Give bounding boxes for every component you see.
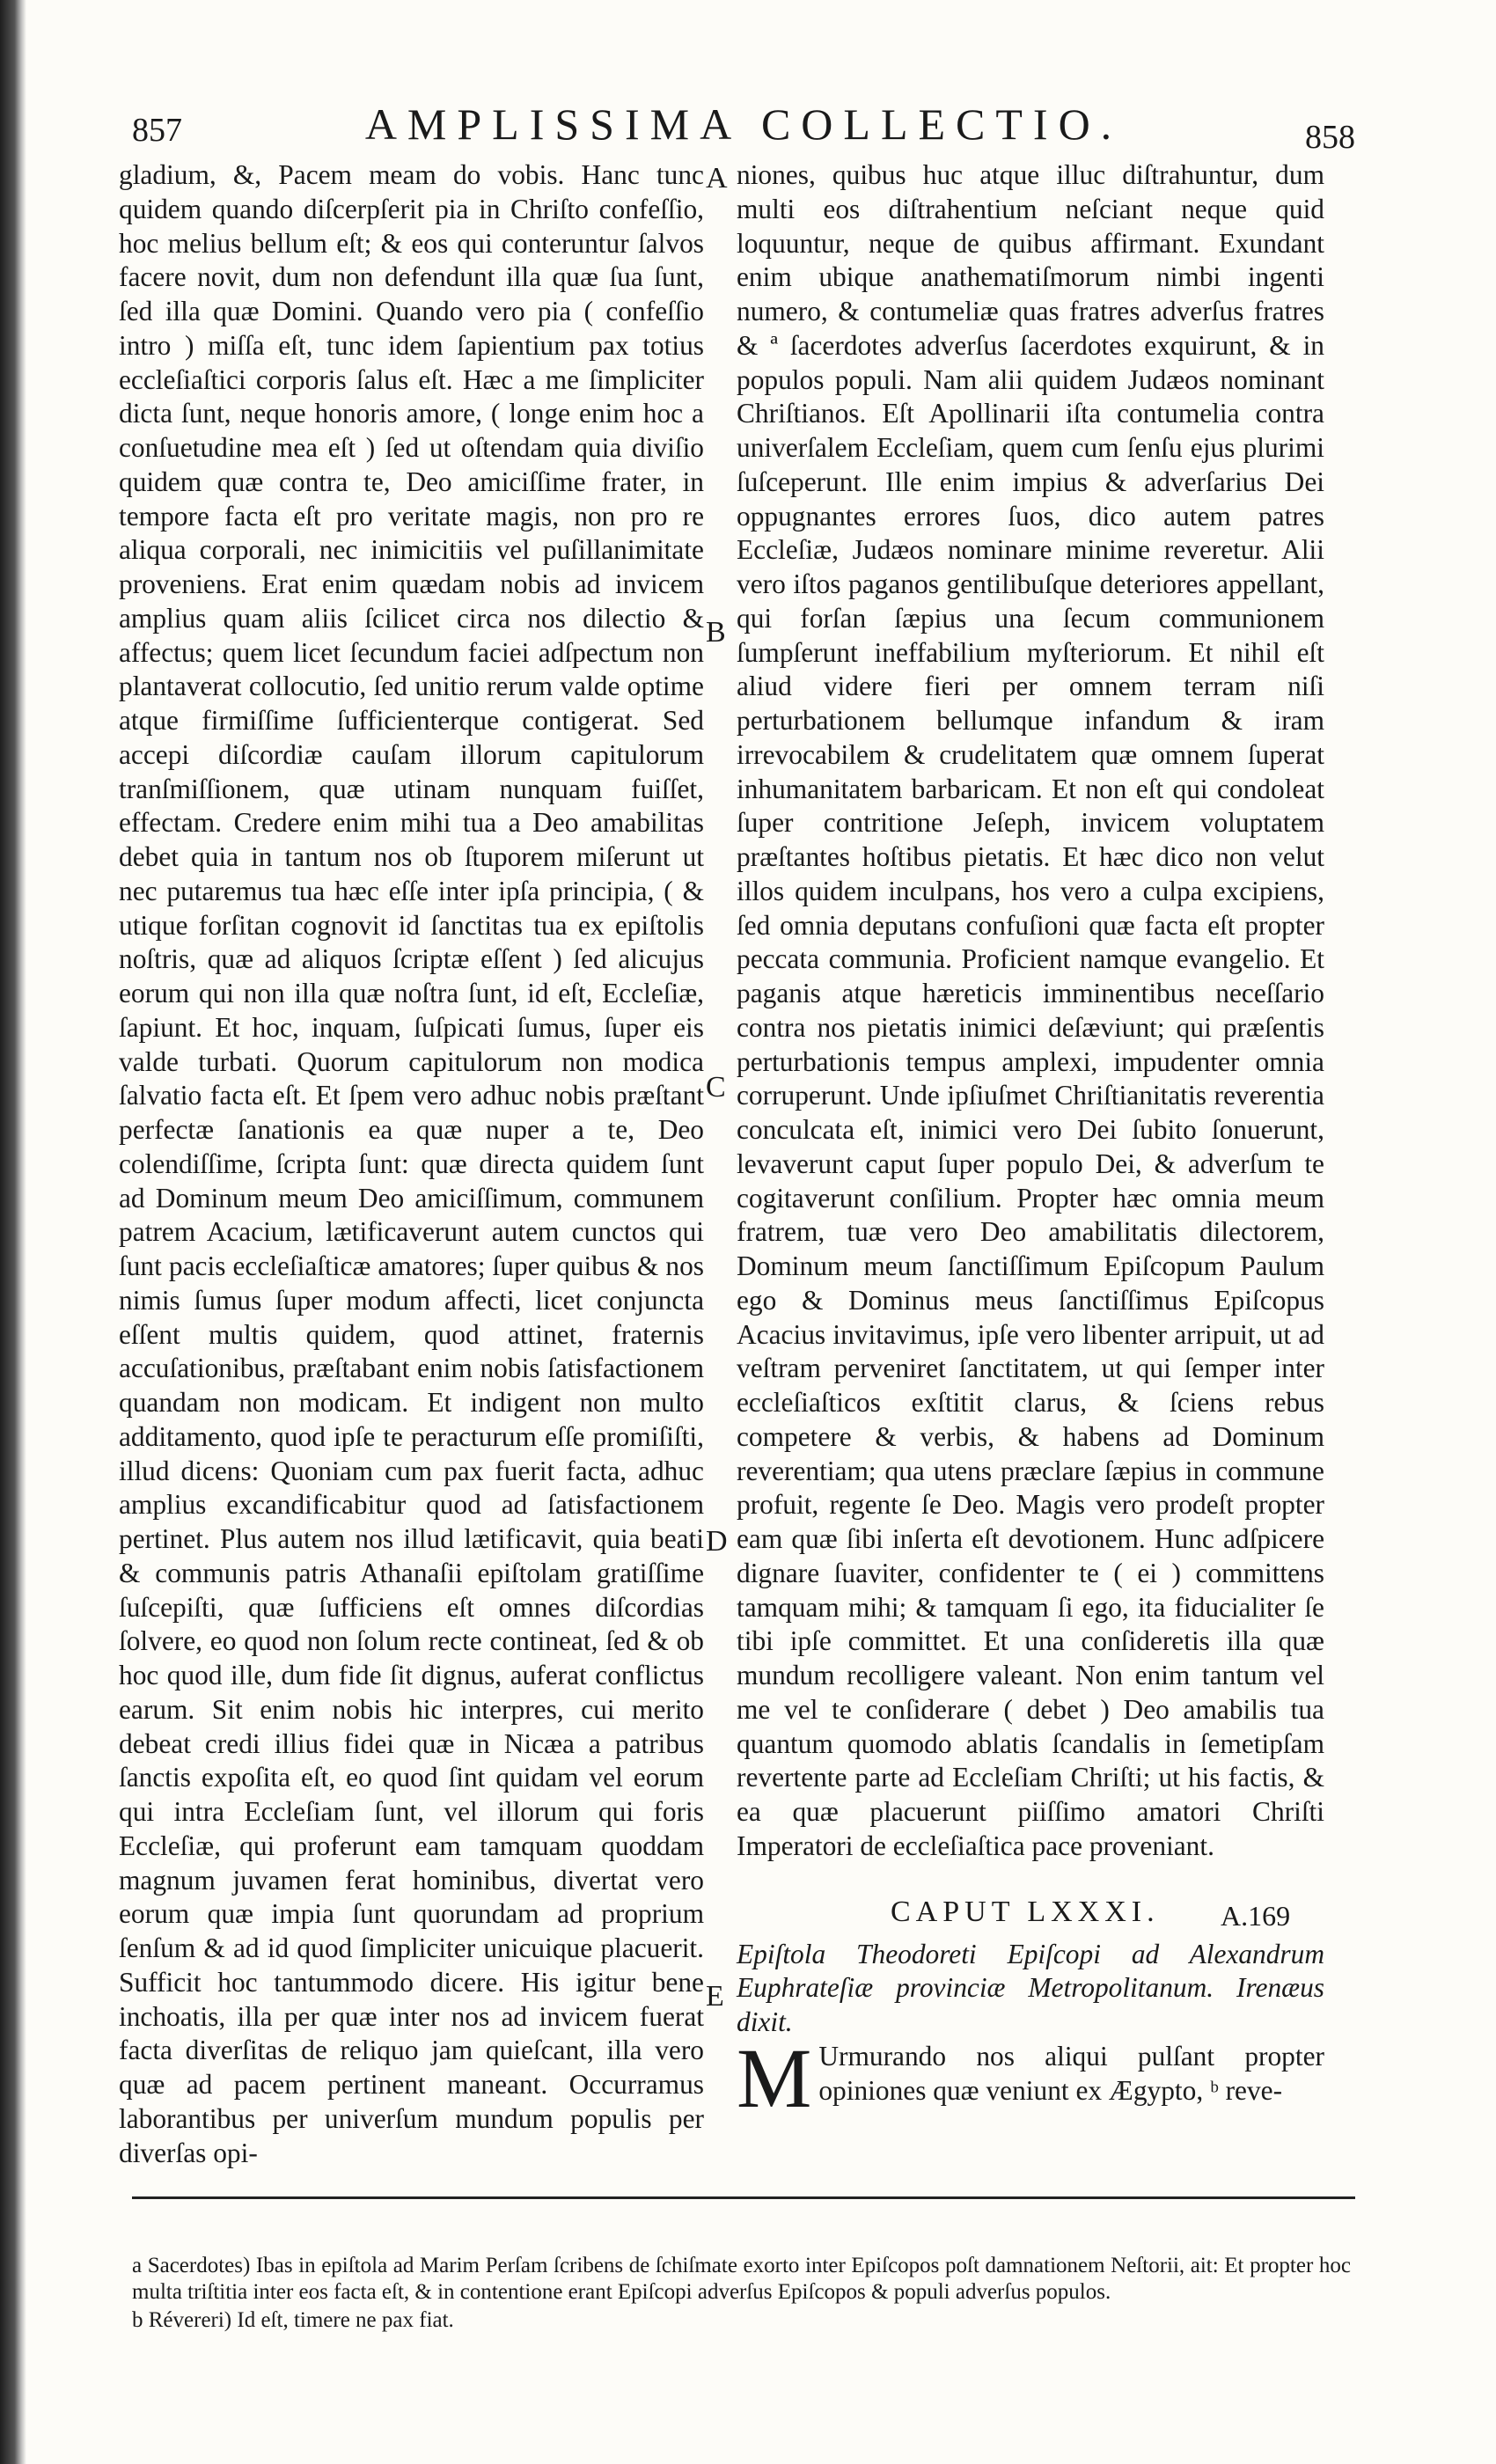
footnote-a: a Sacerdotes) Ibas in epiſtola ad Marim Perſam ſcribens de ſchiſmate exorto inter Epiſcopos poſt damnationem Neſtorii, ait: Et propter hoc multa triſtitia inter eos facta eſt, & in contentione erant Epiſcopi adverſus Epiſcopos & populi adverſus populos. — [132, 2254, 1351, 2304]
epistle-opening-text: Urmurando nos aliqui pulſant propter opiniones quæ veniunt ex Ægypto, ᵇ reve- — [818, 2040, 1324, 2106]
epistle-opening — [737, 2030, 1324, 2125]
running-title: AMPLISSIMA COLLECTIO. — [364, 99, 1123, 149]
section-marker-c: C — [706, 1071, 726, 1104]
section-marker-a: A — [706, 162, 728, 194]
chapter-title: CAPUT LXXXI. — [891, 1895, 1160, 1928]
footnotes — [132, 2253, 1351, 2336]
page-number-right: 858 — [1305, 119, 1355, 156]
page-number-left: 857 — [132, 112, 182, 149]
chapter-reference: A.169 — [1221, 1899, 1291, 1932]
section-marker-b: B — [706, 616, 726, 649]
right-column-text: niones, quibus huc atque illuc diſtrahuntur, dum multi eos diſtrahentium neſciant neque quid loquuntur, neque de quibus affirmant. Exundant enim ubique anathematiſmorum nimbi ingenti numero, & contumeliæ quas fratres adverſus fratres & ª ſacerdotes adverſus ſacerdotes exquirunt, & in populos populi. Nam alii quidem Judæos nominant Chriſtianos. Eſt Apollinarii iſta contumelia contra univerſalem Eccleſiam, quem cum ſenſu ejus plurimi ſuſceperunt. Ille enim impius & adverſarius Dei oppugnantes errores ſuos, dico autem patres Eccleſiæ, Judæos nominare minime reveretur. Alii vero iſtos paganos gentilibuſque deteriores appellant, qui forſan ſæpius una ſecum communionem ſumpſerunt ineffabilium myſteriorum. Et nihil eſt aliud videre fieri per omnem terram niſi perturbationem bellumque infandum & iram irrevocabilem & crudelitatem quæ omnem ſuperat inhumanitatem barbaricam. Et non eſt qui condoleat ſuper contritione Jeſeph, invicem voluptatem præſtantes hoſtibus pietatis. Et hæc dico non velut illos quidem inculpans, hos vero a culpa excipiens, ſed omnia deputans confuſioni quæ facta eſt propter peccata communia. Proficient namque evangelio. Et paganis atque hæreticis imminentibus neceſſario contra nos pietatis inimici deſæviunt; qui præſentis perturbationis tempus amplexi, impudenter omnia corruperunt. Unde ipſiuſmet Chriſtianitatis reverentia conculcata eſt, inimici vero Dei ſubito ſonuerunt, levaverunt caput ſuper populo Dei, & adverſum te cogitaverunt conſilium. Propter hæc omnia meum fratrem, tuæ vero Deo amabilitatis dilectorem, Dominum meum ſanctiſſimum Epiſcopum Paulum ego & Dominus meus ſanctiſſimus Epiſcopus Acacius invitavimus, ipſe vero libenter arripuit, ut ad veſtram perveniret ſanctitatem, ut qui ſemper inter eccleſiaſticos exſtitit clarus, & ſciens rebus competere & verbis, & habens ad Dominum reverentiam; qua utens præclare ſæpius in commune profuit, regente ſe Deo. Magis vero prodeſt propter eam quæ ſibi inſerta eſt devotionem. Hunc adſpicere dignare ſuaviter, confidenter te ( ei ) committens tamquam mihi; & tamquam ſi ego, ita fiducialiter ſe tibi ipſe committet. Et una conſideretis illa quæ mundum recolligere valeant. Non enim tantum vel me vel te conſiderare ( debet ) Deo amabilis tua quantum quomodo ablatis ſcandalis in ſemetipſam revertente parte ad Eccleſiam Chriſti; ut his factis, & ea quæ placuerunt piiſſimo amatori Chriſti Imperatori de eccleſiaſtica pace proveniant. — [737, 159, 1324, 1861]
drop-cap-letter: M — [737, 2030, 812, 2125]
left-column — [119, 158, 704, 2168]
section-marker-d: D — [706, 1525, 728, 1558]
footnote-b: b Révereri) Id eſt, timere ne pax fiat. — [132, 2308, 454, 2332]
left-column-text: gladium, &, Pacem meam do vobis. Hanc tunc quidem quando diſcerpſerit pia in Chriſto confeſſio, hoc melius bellum eſt; & eos qui conteruntur ſalvos facere novit, dum non defendunt illa quæ ſua ſunt, ſed illa quæ Domini. Quando vero pia ( confeſſio intro ) miſſa eſt, tunc idem ſapientium pax totius eccleſiaſtici corporis ſalus eſt. Hæc a me ſimpliciter dicta ſunt, neque honoris amore, ( longe enim hoc a conſuetudine mea eſt ) ſed ut oſtendam quia diviſio quidem quæ contra te, Deo amiciſſime frater, in tempore facta eſt pro veritate magis, non pro re aliqua corporali, nec inimicitiis vel puſillanimitate proveniens. Erat enim quædam nobis ad invicem amplius quam aliis ſcilicet circa nos dilectio & affectus; quem licet ſecundum faciei adſpectum non plantaverat collocutio, ſed unitio rerum valde optime atque firmiſſime ſufficienterque contigerat. Sed accepi diſcordiæ cauſam illorum capitulorum tranſmiſſionem, quæ utinam nunquam fuiſſet, effectam. Credere enim mihi tua a Deo amabilitas debet quia in tantum nos ob ſtuporem miſerunt ut nec putaremus tua hæc eſſe inter ipſa principia, ( & utique forſitan cognovit id ſanctitas tua ex epiſtolis noſtris, quæ ad aliquos ſcriptæ eſſent ) ſed alicujus eorum qui non illa quæ noſtra ſunt, id eſt, Eccleſiæ, ſapiunt. Et hoc, inquam, ſuſpicati ſumus, ſuper eis valde turbati. Quorum capitulorum non modica ſalvatio facta eſt. Et ſpem vero adhuc nobis præſtant perfectæ ſanationis ea quæ nuper a te, Deo colendiſſime, ſcripta ſunt: quæ directa quidem ſunt ad Dominum meum Deo amiciſſimum, communem patrem Acacium, lætificaverunt autem cunctos qui ſunt pacis eccleſiaſticæ amatores; ſuper quibus & nos nimis ſumus ſuper modum affecti, licet conjuncta eſſent multis quidem, quod attinet, fraternis accuſationibus, præſtabant enim nobis ſatisfactionem quandam non modicam. Et indigent non multo additamento, quod ipſe te peracturum eſſe promiſiſti, illud dicens: Quoniam cum pax fuerit facta, adhuc amplius excandificabitur quod ad ſatisfactionem pertinet. Plus autem nos illud lætificavit, quia beati & communis patris Athanaſii epiſtolam gratiſſime ſuſcepiſti, quæ ſufficiens eſt omnes diſcordias ſolvere, eo quod non ſolum recte contineat, ſed & ob hoc quod ille, dum fide ſit dignus, auferat conflictus earum. Sit enim nobis hic interpres, cui merito debeat credi illius fidei quæ in Nicæa a patribus ſanctis expoſita eſt, eo quod ſint quidam vel eorum qui intra Eccleſiam ſunt, vel illorum qui foris Eccleſiæ, qui proferunt eam tamquam quoddam magnum juvamen ferat hominibus, divertat vero eorum quæ impia ſunt quorundam ad proprium ſenſum & ad id quod ſimpliciter unicuique placuerit. Sufficit hoc tantummodo dicere. His igitur bene inchoatis, illa per quæ inter nos ad invicem fuerat facta diverſitas de reliquo jam quieſcant, illa vero quæ ad pacem pertinent maneant. Occurramus laborantibus per univerſum mundum populis per diverſas opi- — [119, 159, 704, 2168]
section-marker-e: E — [706, 1980, 724, 2013]
right-column — [737, 158, 1324, 2125]
epistle-title: Epiſtola Theodoreti Epiſcopi ad Alexandrum Euphrateſiæ provinciæ Metropolitanum. Irenæus dixit. — [737, 1938, 1324, 2037]
footnote-rule — [132, 2196, 1355, 2199]
page-header — [132, 99, 1355, 160]
book-spine-shadow — [0, 0, 26, 2464]
chapter-heading — [737, 1885, 1324, 1938]
